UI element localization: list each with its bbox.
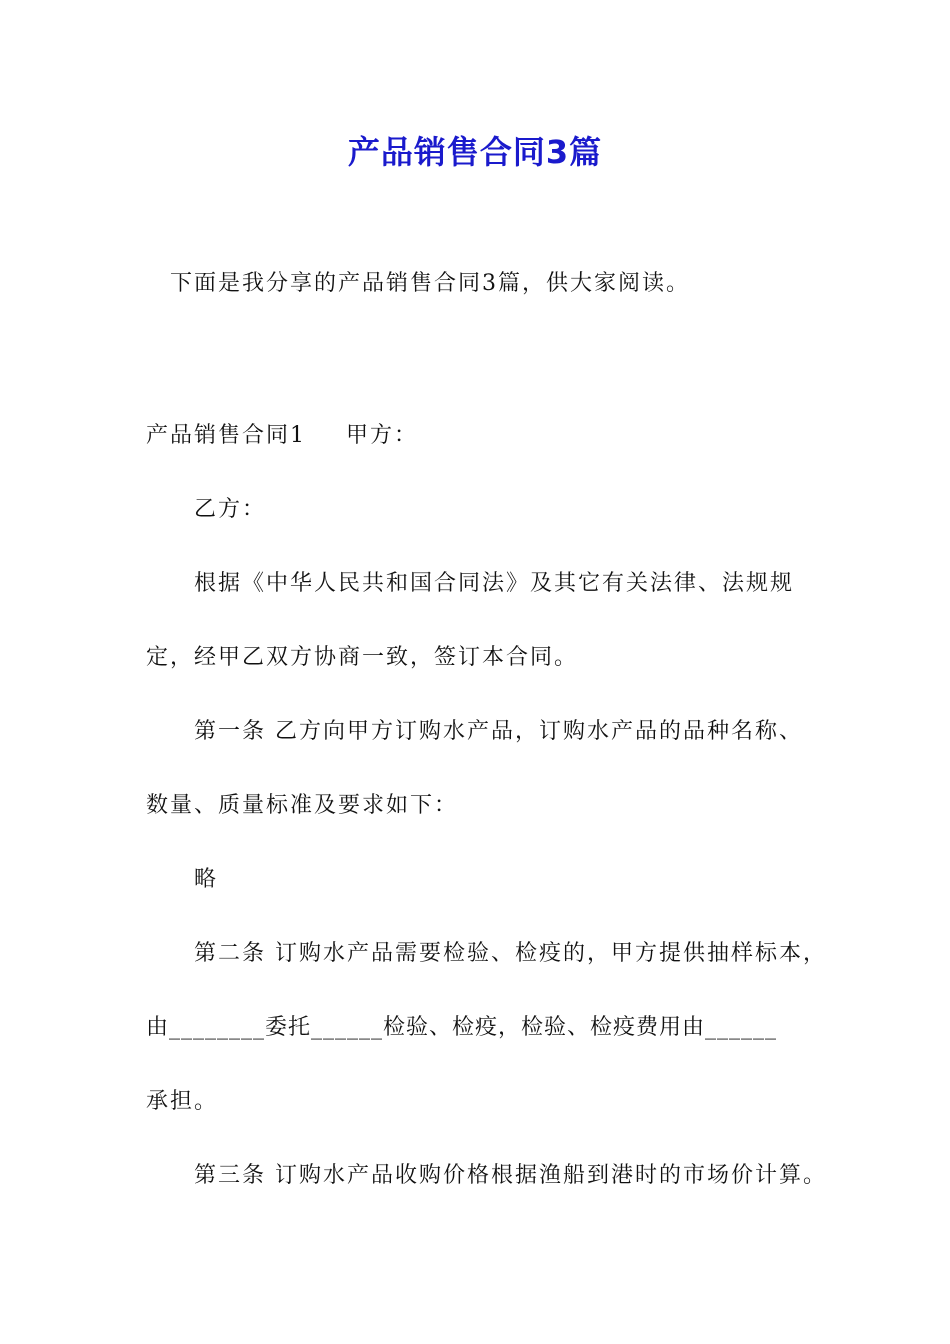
article-1-line-2: 数量、质量标准及要求如下： [146,793,459,818]
party-b-label: 乙方： [194,497,267,522]
intro-paragraph: 下面是我分享的产品销售合同3篇，供大家阅读。 [170,271,690,296]
contract-heading: 产品销售合同1 [146,423,306,448]
article-2-line-1: 第二条 订购水产品需要检验、检疫的，甲方提供抽样标本， [194,941,827,966]
document-title: 产品销售合同3篇 [347,133,603,171]
article-2-line-3: 承担。 [146,1089,219,1114]
article-2-line-2: 由________委托______检验、检疫，检验、检疫费用由______ [146,1015,778,1040]
preamble-line-2: 定，经甲乙双方协商一致，签订本合同。 [146,645,579,670]
article-1-line-1: 第一条 乙方向甲方订购水产品，订购水产品的品种名称、 [194,719,803,744]
article-3-line-1: 第三条 订购水产品收购价格根据渔船到港时的市场价计算。 [194,1163,827,1188]
article-1-content: 略 [194,867,219,892]
contract-heading-line [146,420,418,452]
preamble-line-1: 根据《中华人民共和国合同法》及其它有关法律、法规规 [194,571,795,596]
party-a-label: 甲方： [346,423,419,448]
